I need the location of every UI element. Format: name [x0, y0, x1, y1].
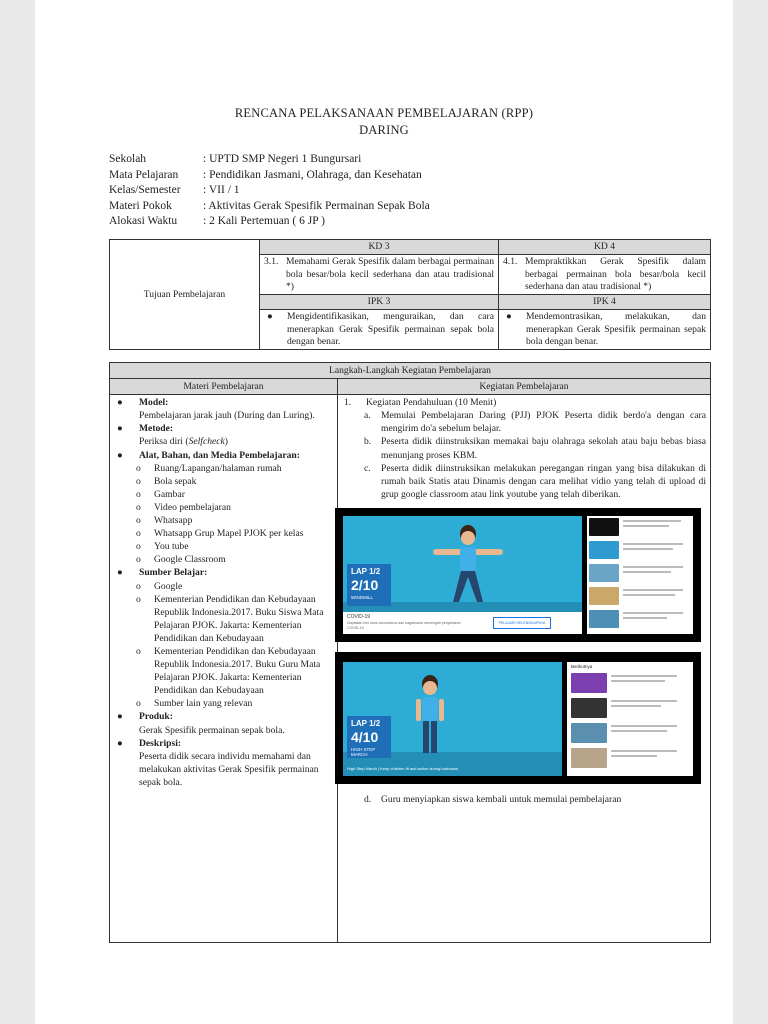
document-page [35, 0, 733, 1024]
video-player[interactable] [343, 662, 562, 776]
identity-key: Materi Pokok [109, 199, 172, 212]
kd4-header: KD 4 [499, 240, 711, 255]
video-thumbnail[interactable] [571, 723, 607, 743]
deskripsi-text: Peserta didik secara individu memahami dan melakukan aktivitas Gerak Spesifik permainan sepak bola. [139, 750, 319, 788]
identity-row [109, 199, 430, 215]
identity-block [109, 152, 430, 230]
related-videos-sidebar [567, 662, 693, 776]
move-name: WINDMILL [351, 595, 374, 600]
bullet-icon: ● [506, 311, 512, 323]
sumber-label: Sumber Belajar: [139, 567, 208, 579]
identity-row [109, 168, 430, 184]
circle-bullet-icon: o [136, 593, 141, 605]
item-letter: a. [364, 410, 371, 422]
item-letter: d. [364, 793, 372, 805]
ipk3-header: IPK 3 [260, 295, 499, 310]
identity-row [109, 214, 430, 230]
video-thumbnail[interactable] [589, 610, 619, 628]
ipk4-header: IPK 4 [499, 295, 711, 310]
youtube-screenshot-2 [335, 652, 701, 784]
step-number: 1. [344, 397, 352, 409]
alat-item: Bola sepak [154, 475, 197, 487]
metode-text: Periksa diri ( [139, 436, 189, 448]
ipk3-cell [260, 310, 499, 350]
alat-label: Alat, Bahan, dan Media Pembelajaran: [139, 449, 300, 461]
identity-value: : Aktivitas Gerak Spesifik Permainan Sepak Bola [203, 199, 430, 212]
step-title: Kegiatan Pendahuluan (10 Menit) [366, 397, 497, 409]
caption-title: High Step March | Keep children fit and active during lockdown [347, 766, 459, 771]
circle-bullet-icon: o [136, 528, 141, 540]
alat-item: Ruang/Lapangan/halaman rumah [154, 462, 282, 474]
produk-text: Gerak Spesifik permainan sepak bola. [139, 724, 285, 736]
sumber-item: Kementerian Pendidikan dan Kebudayaan Republik Indonesia.2017. Buku Guru Mata Pelajaran PJOK. Jakarta: Kementerian Pendidikan dan Kebudayaan [154, 645, 321, 697]
document-title: RENCANA PELAKSANAAN PEMBELAJARAN (RPP) [234, 106, 534, 120]
video-thumbnail[interactable] [571, 673, 607, 693]
character-figure-icon [433, 524, 503, 606]
bullet-icon: ● [117, 711, 123, 723]
identity-key: Kelas/Semester [109, 184, 181, 196]
ipk4-text: Mendemontrasikan, melakukan, dan menerapkan Gerak Spesifik permainan sepak bola dengan benar. [526, 311, 706, 348]
move-name: HIGH STEP MARCH [351, 747, 376, 757]
circle-bullet-icon: o [136, 645, 141, 657]
model-text: Pembelajaran jarak jauh (During dan Luring). [139, 410, 315, 422]
lap-count: 2/10 [351, 577, 379, 593]
circle-bullet-icon: o [136, 515, 141, 527]
steps-header: Langkah-Langkah Kegiatan Pembelajaran [110, 363, 711, 379]
lap-badge [347, 716, 391, 758]
materi-header: Materi Pembelajaran [110, 379, 338, 395]
caption-title: COVID-19 [347, 614, 371, 620]
identity-key: Mata Pelajaran [109, 168, 179, 181]
identity-key: Alokasi Waktu [109, 215, 178, 227]
alat-item: Whatsapp [154, 515, 193, 527]
circle-bullet-icon: o [136, 580, 141, 592]
bullet-icon: ● [117, 567, 123, 579]
item-text: Guru menyiapkan siswa kembali untuk memulai pembelajaran [381, 793, 622, 805]
youtube-screenshot-1 [335, 508, 701, 642]
video-thumbnail[interactable] [571, 698, 607, 718]
ipk4-cell [499, 310, 711, 350]
sidebar-title: Berikutnya [571, 664, 593, 669]
item-letter: c. [364, 462, 371, 474]
circle-bullet-icon: o [136, 475, 141, 487]
identity-row [109, 152, 430, 168]
alat-item: Video pembelajaran [154, 501, 231, 513]
circle-bullet-icon: o [136, 462, 141, 474]
sumber-item: Google [154, 580, 183, 592]
circle-bullet-icon: o [136, 488, 141, 500]
materi-cell [110, 395, 338, 943]
objectives-label: Tujuan Pembelajaran [110, 240, 260, 350]
kd4-number: 4.1. [503, 256, 518, 268]
item-text: Peserta didik diinstruksikan memakai baju olahraga sekolah atau baju bebas biasa menunjang proses KBM. [381, 436, 706, 461]
kegiatan-header: Kegiatan Pembelajaran [338, 379, 711, 395]
alat-item: Gambar [154, 488, 185, 500]
video-thumbnail[interactable] [589, 541, 619, 559]
sumber-item: Sumber lain yang relevan [154, 698, 253, 710]
video-thumbnail[interactable] [589, 564, 619, 582]
learn-more-button[interactable]: PELAJARI SELENGKAPNYA [493, 617, 551, 629]
video-thumbnail[interactable] [589, 587, 619, 605]
bullet-icon: ● [117, 737, 123, 749]
lap-badge [347, 564, 391, 606]
bullet-icon: ● [117, 449, 123, 461]
objectives-table [109, 239, 711, 350]
sumber-item: Kementerian Pendidikan dan Kebudayaan Republik Indonesia.2017. Buku Siswa Mata Pelajaran PJOK. Jakarta: Kementerian Pendidikan dan Kebudayaan [154, 593, 324, 644]
related-videos-sidebar [587, 516, 693, 634]
kd3-header: KD 3 [260, 240, 499, 255]
metode-label: Metode: [139, 423, 174, 435]
circle-bullet-icon: o [136, 554, 141, 566]
metode-italic: Selfcheck [188, 436, 225, 448]
document-subtitle: DARING [359, 123, 409, 137]
kd3-number: 3.1. [264, 256, 279, 268]
video-player[interactable] [343, 516, 582, 634]
ipk3-text: Mengidentifikasikan, menguraikan, dan cara menerapkan Gerak Spesifik permainan sepak bola dengan benar. [287, 311, 494, 348]
bullet-icon: ● [117, 423, 123, 435]
deskripsi-label: Deskripsi: [139, 737, 182, 749]
item-text: Memulai Pembelajaran Daring (PJJ) PJOK Peserta didik berdo'a dengan cara mengirim do'a sebelum belajar. [381, 410, 706, 435]
kd4-cell [499, 255, 711, 295]
item-text: Peserta didik diinstruksikan melakukan peregangan ringan yang bisa dilakukan di rumah baik Statis atau Dinamis dengan cara melihat vidio yang telah di upload di grup google classroom atau link youtube yang telah diberikan. [381, 462, 706, 500]
identity-value: : 2 Kali Pertemuan ( 6 JP ) [203, 215, 325, 227]
identity-key: Sekolah [109, 153, 147, 165]
video-thumbnail[interactable] [571, 748, 607, 768]
lap-label: LAP 1/2 [351, 567, 381, 576]
kd3-text: Memahami Gerak Spesifik dalam berbagai permainan bola besar/bola kecil sederhana dan atau tradisional *) [286, 256, 494, 292]
caption-text: Dapatkan info situs coronavirus dan bagaimana mencegah penyebaran COVID-19 [347, 621, 461, 630]
alat-item: Google Classroom [154, 554, 226, 566]
identity-value: : UPTD SMP Negeri 1 Bungursari [203, 153, 362, 165]
alat-item: Whatsapp Grup Mapel PJOK per kelas [154, 528, 304, 540]
alat-item: You tube [154, 541, 189, 553]
video-thumbnail[interactable] [589, 518, 619, 536]
metode-close: ) [224, 436, 228, 448]
model-label: Model: [139, 397, 169, 409]
bullet-icon: ● [117, 397, 123, 409]
lap-count: 4/10 [351, 729, 379, 745]
character-figure-icon [413, 674, 447, 756]
circle-bullet-icon: o [136, 698, 141, 710]
item-letter: b. [364, 436, 372, 448]
produk-label: Produk: [139, 711, 173, 723]
bullet-icon: ● [267, 311, 273, 323]
circle-bullet-icon: o [136, 541, 141, 553]
circle-bullet-icon: o [136, 501, 141, 513]
kd4-text: Mempraktikkan Gerak Spesifik dalam berbagai permainan bola besar/bola kecil sederhana dan atau tradisional *) [525, 256, 706, 292]
identity-row [109, 183, 430, 199]
lap-label: LAP 1/2 [351, 719, 381, 728]
kd3-cell [260, 255, 499, 295]
identity-value: : Pendidikan Jasmani, Olahraga, dan Kesehatan [203, 168, 422, 181]
identity-value: : VII / 1 [203, 184, 240, 196]
